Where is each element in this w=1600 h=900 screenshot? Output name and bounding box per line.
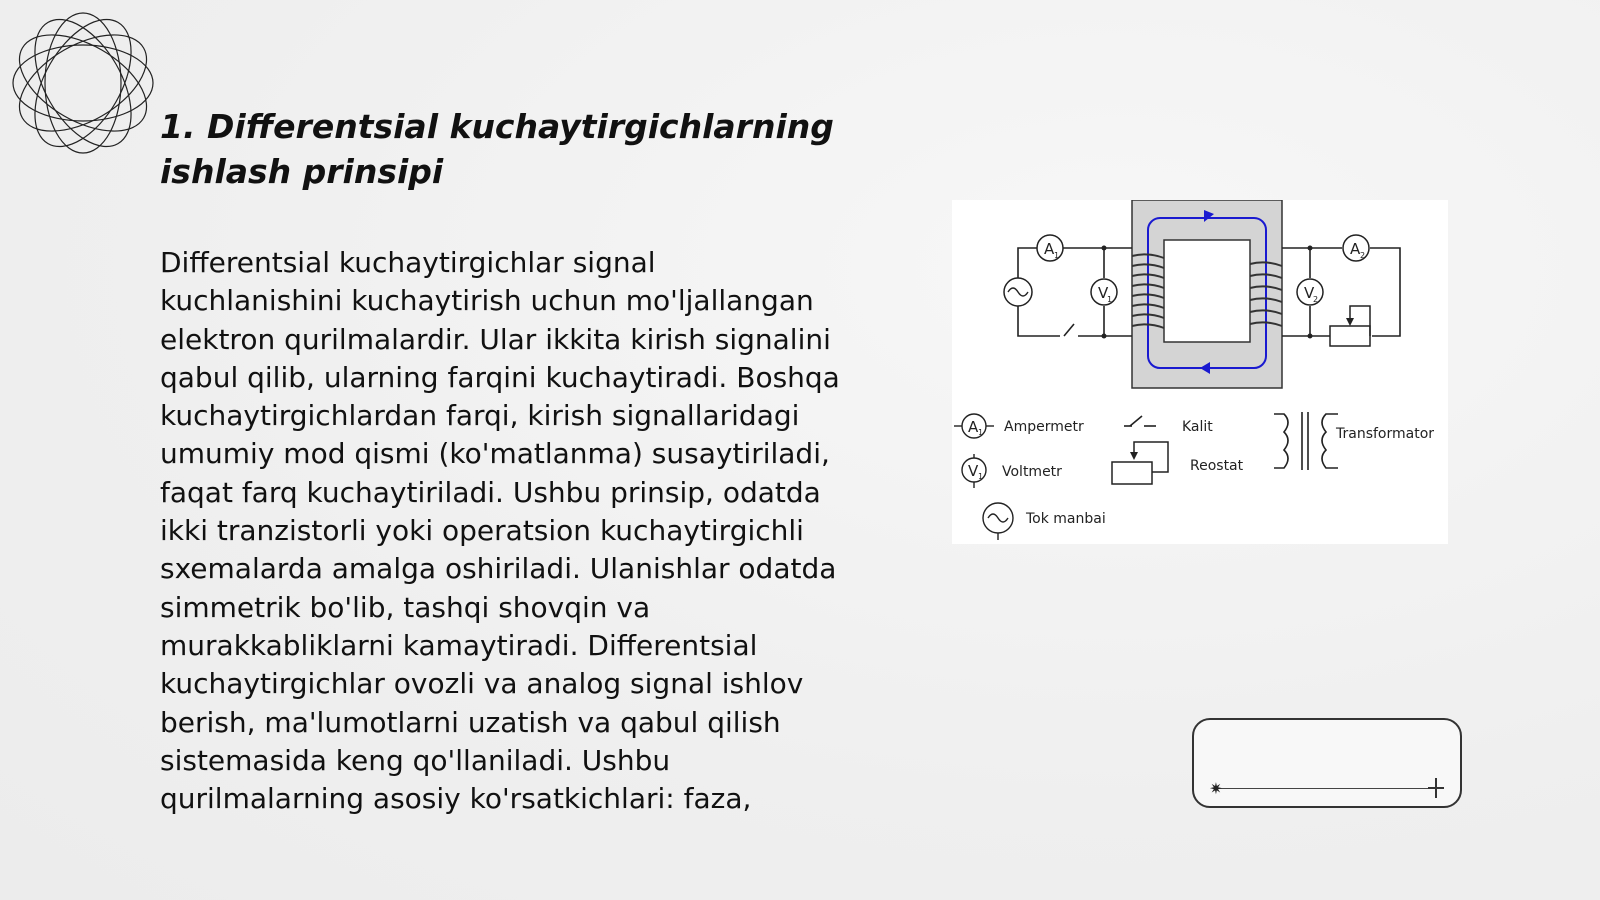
legend-ampermetr: Ampermetr: [1004, 419, 1084, 435]
legend-switch-symbol: [1124, 416, 1156, 426]
legend-transformator: Transformator: [1336, 426, 1435, 442]
slide-body-text: Differentsial kuchaytirgichlar signal kuchlanishini kuchaytirish uchun mo'ljallangan elektron qurilmalardir. Ular ikkita kirish signalini qabul qilib, ularning farqini kuchaytiradi. Boshqa kuchaytirgichlardan farqi, kirish signallaridagi umumiy mod qismi (ko'matlanma) susaytiriladi, faqat farq kuchaytiriladi. Ushbu prinsip, odatda ikki tranzistorli yoki operatsion kuchaytirgichli sxemalarda amalga oshiriladi. Ulanishlar odatda simmetrik bo'lib, tashqi shovqin va murakkabliklarni kamaytiradi. Differentsial kuchaytirgichlar ovozli va analog signal ishlov berish, ma'lumotlarni uzatish va qabul qilish sistemasida keng qo'llaniladi. Ushbu qurilmalarning asosiy ko'rsatkichlari: faza,: [160, 246, 840, 816]
ammeter-a2-sub: 2: [1360, 251, 1366, 260]
transformer-window: [1164, 240, 1250, 342]
legend-voltmeter-v: V: [968, 462, 979, 480]
legend-ammeter-a-sub: 1: [978, 428, 984, 437]
legend-power-source-symbol: [983, 503, 1013, 540]
voltmeter-v2-label: V: [1304, 284, 1315, 302]
legend-kalit: Kalit: [1182, 419, 1213, 435]
legend-voltmetr: Voltmetr: [1002, 464, 1062, 480]
voltmeter-v2-sub: 2: [1313, 295, 1319, 304]
ammeter-a1-label: A: [1044, 240, 1055, 258]
legend-rheostat-symbol: [1112, 442, 1168, 484]
legend-transformer-symbol: [1274, 412, 1338, 470]
voltmeter-v1-label: V: [1098, 284, 1109, 302]
ammeter-a1-sub: 1: [1054, 251, 1060, 260]
slide-title: 1. Differentsial kuchaytirgichlarning ishlash prinsipi: [160, 107, 834, 191]
decorative-circles-logo: [8, 8, 158, 158]
ammeter-a2-label: A: [1350, 240, 1361, 258]
transformer-circuit-diagram: [952, 200, 1448, 544]
legend-tok-manbai: Tok manbai: [1026, 511, 1106, 527]
seek-bar[interactable]: [1216, 788, 1438, 789]
legend-ammeter-a: A: [968, 418, 979, 436]
legend-reostat: Reostat: [1190, 458, 1244, 474]
legend-voltmeter-v-sub: 1: [978, 472, 984, 481]
rheostat-icon: [1330, 326, 1370, 346]
voltmeter-v1-sub: 1: [1107, 295, 1113, 304]
seek-handle-icon[interactable]: ✷: [1209, 779, 1223, 798]
media-player-control[interactable]: [1192, 718, 1462, 808]
seek-end-marker-icon: [1428, 778, 1444, 798]
